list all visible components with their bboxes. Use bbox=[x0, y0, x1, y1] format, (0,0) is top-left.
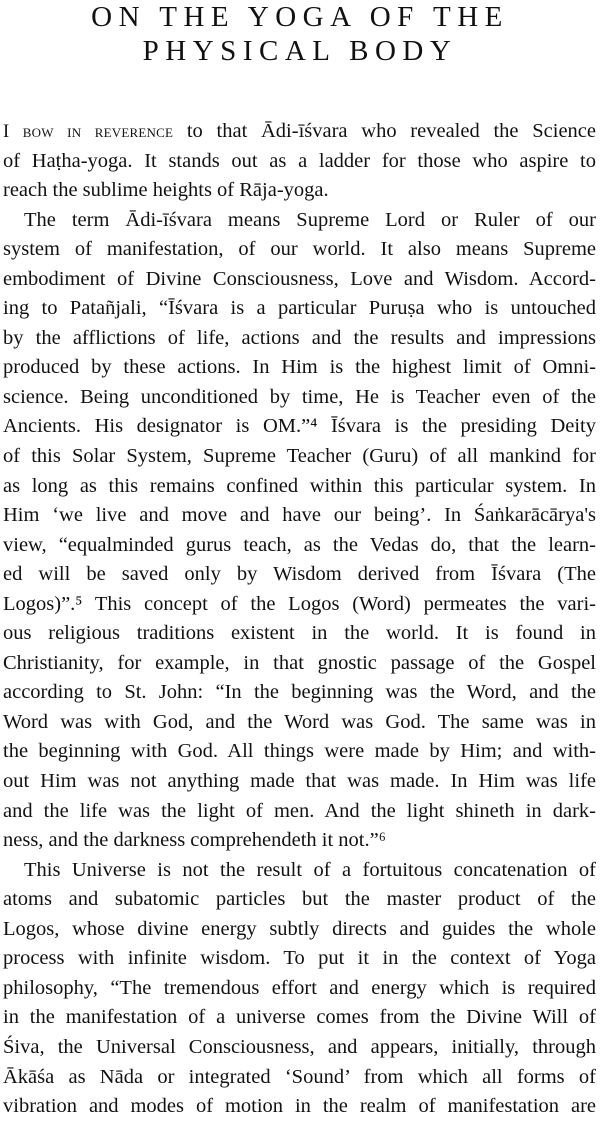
text-line: reach the sublime heights of Rāja-yoga. bbox=[3, 179, 329, 202]
text-line: science. Being unconditioned by time, He is Teacher even of the bbox=[3, 385, 596, 408]
text-line: This Universe is not the result of a fortuitous concatenation of bbox=[24, 858, 596, 881]
text-line: ed will be saved only by Wisdom derived from Īśvara (The bbox=[3, 563, 596, 586]
text-line: of Haṭha-yoga. It stands out as a ladder for those who aspire to bbox=[3, 149, 596, 172]
text-line: vibration and modes of motion in the realm of manifestation are bbox=[3, 1095, 596, 1118]
text-line: Logos)”.⁵ This concept of the Logos (Word) permeates the vari- bbox=[3, 592, 596, 615]
text-line: in the manifestation of a universe comes from the Divine Will of bbox=[3, 1006, 596, 1029]
text-line: Ancients. His designator is OM.”⁴ Īśvara is the presiding Deity bbox=[3, 415, 596, 438]
text-line: process with infinite wisdom. To put it in the context of Yoga bbox=[3, 947, 596, 970]
text-line: as long as this remains confined within this particular system. In bbox=[3, 474, 596, 497]
text-line: ous religious traditions existent in the world. It is found in bbox=[3, 622, 596, 645]
text-line-rest: to that Ādi-īśvara who revealed the Science bbox=[173, 120, 596, 142]
opening-small-caps: I bow in reverence bbox=[3, 122, 174, 142]
chapter-title-line-1: ON THE YOGA OF THE bbox=[91, 1, 509, 33]
text-line: embodiment of Divine Consciousness, Love and Wisdom. Accord- bbox=[3, 267, 596, 290]
text-line: ness, and the darkness comprehendeth it not.”⁶ bbox=[3, 829, 386, 852]
text-line bbox=[0, 117, 600, 147]
body-text bbox=[0, 117, 600, 1122]
text-line: system of manifestation, of our world. It also means Supreme bbox=[3, 238, 596, 261]
text-line: of this Solar System, Supreme Teacher (Guru) of all mankind for bbox=[3, 445, 596, 468]
text-line: ing to Patañjali, “Īśvara is a particular Puruṣa who is untouched bbox=[3, 297, 596, 320]
text-line: the beginning with God. All things were made by Him; and with- bbox=[3, 740, 596, 763]
text-line: Him ‘we live and move and have our being’. In Śaṅkarācārya's bbox=[3, 504, 596, 527]
text-line: Word was with God, and the Word was God. The same was in bbox=[3, 710, 596, 733]
text-line: out Him was not anything made that was made. In Him was life bbox=[3, 770, 596, 793]
text-line: and the life was the light of men. And the light shineth in dark- bbox=[3, 799, 596, 822]
text-line: atoms and subatomic particles but the master product of the bbox=[3, 888, 596, 911]
text-line: Ākāśa as Nāda or integrated ‘Sound’ from which all forms of bbox=[3, 1065, 596, 1088]
text-line: according to St. John: “In the beginning was the Word, and the bbox=[3, 681, 596, 704]
text-line: Śiva, the Universal Consciousness, and appears, initially, through bbox=[3, 1035, 596, 1058]
text-line: produced by these actions. In Him is the highest limit of Omni- bbox=[3, 356, 596, 379]
text-line: philosophy, “The tremendous effort and energy which is required bbox=[3, 976, 596, 999]
text-line: The term Ādi-īśvara means Supreme Lord or Ruler of our bbox=[24, 208, 596, 231]
text-line: Christianity, for example, in that gnostic passage of the Gospel bbox=[3, 651, 596, 674]
text-line: Logos, whose divine energy subtly directs and guides the whole bbox=[3, 917, 596, 940]
text-line: by the afflictions of life, actions and the results and impressions bbox=[3, 326, 596, 349]
text-line: view, “equalminded gurus teach, as the Vedas do, that the learn- bbox=[3, 533, 596, 556]
chapter-title-line-2: PHYSICAL BODY bbox=[142, 35, 458, 67]
